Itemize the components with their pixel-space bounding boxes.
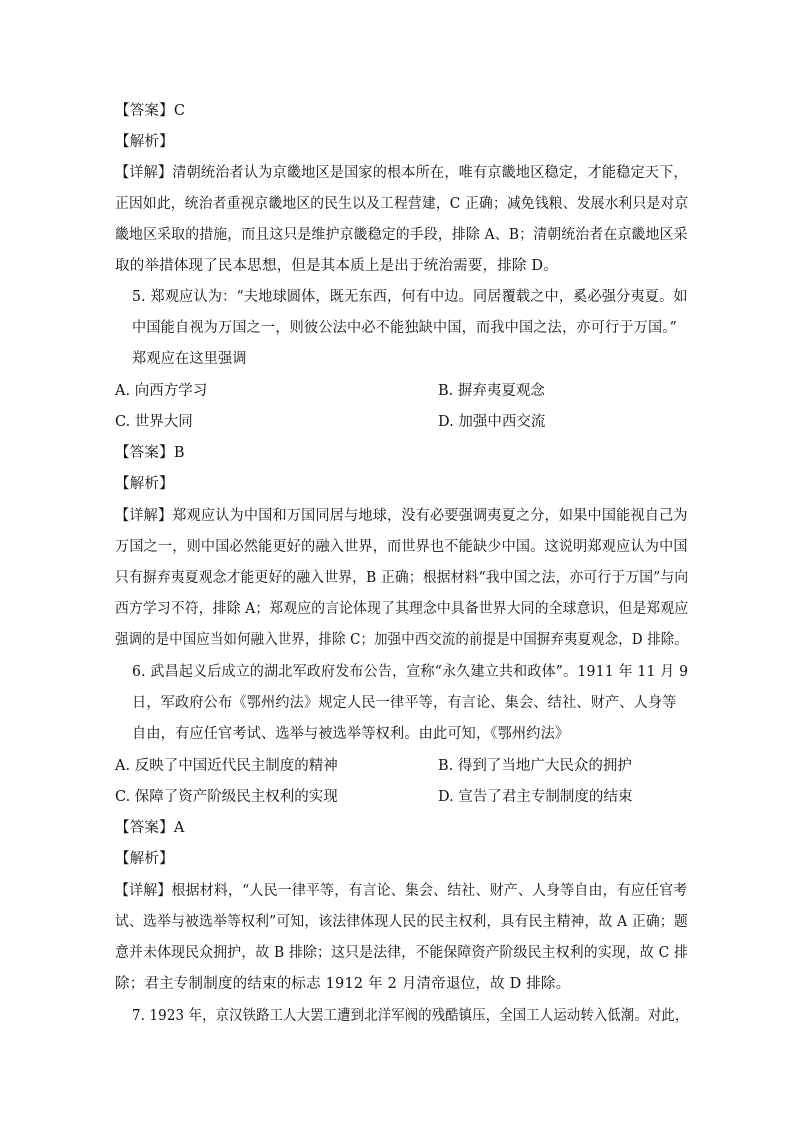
q5-detail-line-5: 强调的是中国应当如何融入世界，排除 C；加强中西交流的前提是中国摒弃夷夏观念，D 排除。 — [115, 632, 688, 648]
q5-answer-line — [115, 443, 685, 463]
q6-detail-line-4: 除；君主专制制度的结束的标志 1912 年 2 月清帝退位，故 D 排除。 — [115, 976, 571, 992]
q6-answer-line — [115, 818, 685, 838]
q5-analysis-label: 【解析】 — [115, 476, 174, 492]
q4-analysis-label: 【解析】 — [115, 134, 174, 150]
q5-stem-line-1: 5. 郑观应认为：“夫地球圆体，既无东西，何有中边。同居覆载之中，奚必强分夷夏。如 — [132, 289, 688, 305]
q6-option-a: A. 反映了中国近代民主制度的精神 — [115, 758, 338, 774]
q5-option-a: A. 向西方学习 — [115, 383, 208, 399]
detail-label: 【详解】 — [115, 508, 173, 524]
q6-stem-line-3: 自由，有应任官考试、选举与被选举等权利。由此可知，《鄂州约法》 — [132, 726, 570, 742]
answer-label: 【答案】 — [115, 445, 174, 461]
q6-stem-line-2: 日，军政府公布《鄂州约法》规定人民一律平等，有言论、集会、结社、财产、人身等 — [132, 695, 677, 711]
detail-label: 【详解】 — [115, 883, 172, 899]
q4-answer: C — [173, 103, 186, 119]
q4-detail-line-4: 取的举措体现了民本思想，但是其本质上是出于统治需要，排除 D。 — [115, 258, 558, 274]
q5-answer: B — [173, 445, 185, 461]
q6-detail-line-2: 试、选举与被选举等权利”可知，该法律体现人民的民主权利，具有民主精神，故 A 正确；题 — [115, 914, 688, 930]
q4-detail-line-2: 正因如此，统治者重视京畿地区的民生以及工程营建，C 正确；减免钱粮、发展水利只是对京 — [115, 196, 689, 212]
q5-detail-line-3: 只有摒弃夷夏观念才能更好的融入世界，B 正确；根据材料“我中国之法，亦可行于万国”与向 — [115, 570, 689, 586]
q6-answer: A — [173, 820, 185, 836]
q7-stem-line-1: 7. 1923 年，京汉铁路工人大罢工遭到北洋军阀的残酷镇压，全国工人运动转入低潮。对此， — [132, 1008, 689, 1024]
q6-detail-line-3: 意并未体现民众拥护，故 B 排除；这只是法律，不能保障资产阶级民主权利的实现，故 C 排 — [115, 945, 688, 961]
q6-option-d: D. 宣告了君主专制制度的结束 — [438, 789, 633, 805]
q5-option-b: B. 摒弃夷夏观念 — [438, 383, 545, 399]
q5-detail-line-1: 【详解】郑观应认为中国和万国同居与地球，没有必要强调夷夏之分，如果中国能视自己为 — [115, 508, 688, 524]
q6-stem-line-1: 6. 武昌起义后成立的湖北军政府发布公告，宣称“永久建立共和政体”。1911 年 11 月 9 — [132, 664, 689, 680]
q6-option-c: C. 保障了资产阶级民主权利的实现 — [115, 789, 338, 805]
q6-option-b: B. 得到了当地广大民众的拥护 — [438, 758, 632, 774]
q4-detail-line-1: 【详解】清朝统治者认为京畿地区是国家的根本所在，唯有京畿地区稳定，才能稳定天下， — [115, 165, 688, 181]
q5-option-d: D. 加强中西交流 — [438, 414, 546, 430]
q5-stem-line-3: 郑观应在这里强调 — [132, 351, 247, 367]
q4-detail-line-3: 畿地区采取的措施，而且这只是维护京畿稳定的手段，排除 A、B；清朝统治者在京畿地区采 — [115, 227, 688, 243]
q6-analysis-label: 【解析】 — [115, 851, 174, 867]
answer-label: 【答案】 — [115, 820, 174, 836]
q5-detail-line-2: 万国之一，则中国必然能更好的融入世界，而世界也不能缺少中国。这说明郑观应认为中国 — [115, 539, 688, 555]
detail-label: 【详解】 — [115, 165, 173, 181]
q5-stem-line-2: 中国能自视为万国之一，则彼公法中必不能独缺中国，而我中国之法，亦可行于万国。” — [132, 320, 677, 336]
q5-detail-line-4: 西方学习不符，排除 A；郑观应的言论体现了其理念中具备世界大同的全球意识，但是郑观应 — [115, 601, 689, 617]
answer-label: 【答案】 — [115, 103, 174, 119]
q5-option-c: C. 世界大同 — [115, 414, 193, 430]
q4-answer-line — [115, 101, 685, 121]
q6-detail-line-1: 【详解】根据材料，“人民一律平等，有言论、集会、结社、财产、人身等自由，有应任官考 — [115, 883, 688, 899]
